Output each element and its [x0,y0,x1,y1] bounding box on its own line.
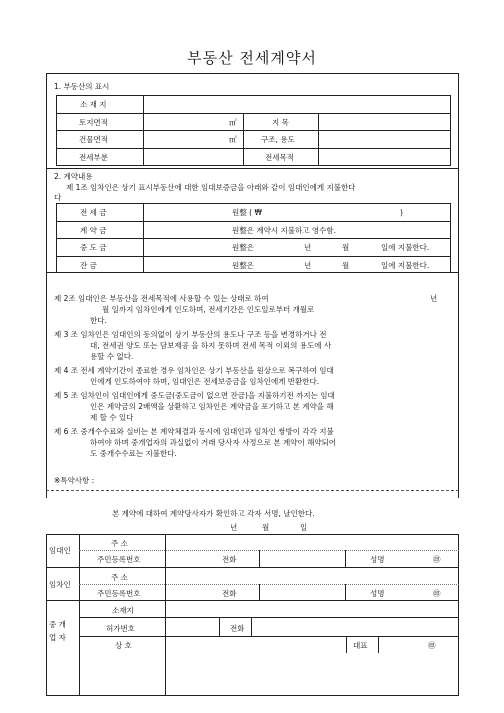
lessor-id-label: 주민등록번호 [97,555,141,564]
article-2-line2: 한다. [90,316,107,325]
interim-year: 년 [304,243,312,252]
building-area-label: 건물면적 [79,135,108,144]
building-area-unit: ㎡ [229,135,237,144]
sec1-right [458,73,459,169]
party-col [79,534,80,696]
article-5-line2: 제 할 수 있다 [90,413,134,422]
col-sep [345,550,346,567]
lessor-address-label: 주 소 [111,539,128,548]
row-sep [46,600,459,601]
col-sep [259,584,260,600]
article-1: 제 1조 임차인은 상기 표시부동산에 대한 임대보증금을 아래와 같이 임대인에게 지불한다 [66,183,356,192]
agent-rep-label: 대표 [353,641,368,650]
date-day: 일 [300,523,308,532]
grid-h [56,165,451,166]
down-payment-value: 원整은 계약시 지불하고 영수함. [232,226,336,235]
lessee-seal: ㊞ [433,589,441,598]
lessee-name-label: 성명 [370,589,385,598]
grid-v [450,203,451,273]
grid-h [56,203,451,204]
party-top [46,534,459,535]
article-2-mid: 년 [430,294,438,303]
special-terms-separator [46,490,459,491]
document-title: 부동산 전세계약서 [187,49,317,67]
grid-v [143,95,144,166]
agent-seal: ㊞ [428,641,436,650]
row-sep [79,550,459,551]
grid-v [143,203,144,273]
lessee-phone-label: 전화 [222,589,237,598]
deposit-label: 전 세 금 [80,208,107,217]
sec2-left [46,168,47,272]
grid-h [56,148,451,149]
article-5-line1: 인은 계약금의 2배액을 상환하고 임차인은 계약금을 포기하고 본 계약을 해 [90,402,334,411]
agent-label-1: 중 개 [49,620,66,629]
grid-h [56,95,451,96]
col-sep [346,636,347,653]
lessee-id-label: 주민등록번호 [97,589,141,598]
row-sep [46,567,459,568]
grid-h [56,113,451,114]
agent-location-label: 소재지 [112,606,134,615]
article-6-line1: 하여야 하며 중개업자의 과실없이 거래 당사자 사정으로 본 계약이 해약되어 [90,438,337,447]
special-terms-label: ※특약사항 : [54,476,95,485]
sec1-heading: 1. 부동산의 표시 [54,82,110,91]
article-6-line2: 도 중개수수료는 지불한다. [90,449,177,458]
grid-h [56,238,451,239]
party-col [165,534,166,696]
lease-purpose-label: 전세목적 [265,153,294,162]
article-4-head: 제 4 조 전세 계약기간이 종료한 경우 임차인은 상기 부동산을 원상으로 복구하여 임대 [54,366,334,375]
articles-right [458,272,459,498]
lessor-label: 임대인 [49,546,71,555]
agent-name-label: 상 호 [115,641,132,650]
party-right [458,534,459,696]
article-3-line1: 대, 전세권 양도 또는 담보제공 을 하지 못하며 전세 목적 이외의 용도에 사 [90,341,332,350]
confirmation-text: 본 계약에 대하여 계약당사자가 확인하고 각자 서명, 날인한다. [112,509,315,518]
structure-label: 구조, 용도 [261,135,295,144]
sec1-top [46,73,459,74]
col-sep [219,617,220,636]
sec2-right [458,168,459,272]
articles-left [46,272,47,498]
grid-v [318,113,319,166]
land-area-unit: ㎡ [229,118,237,127]
col-sep [259,550,260,567]
col-sep [378,636,379,653]
grid-h [56,221,451,222]
col-sep [345,584,346,600]
balance-month: 월 [342,261,350,270]
sec1-left [46,73,47,169]
lease-part-label: 전세부분 [79,153,108,162]
grid-h [56,272,451,273]
deposit-value: 원整 ( ₩ [232,208,262,217]
interim-month: 월 [342,243,350,252]
lessee-address-label: 주 소 [111,573,128,582]
grid-v [243,113,244,166]
article-6-head: 제 6 조 중개수수료와 실비는 본 계약체결과 동시에 임대인과 임차인 쌍방이 각각 지불 [54,427,334,436]
balance-year: 년 [304,261,312,270]
interim-label: 중 도 금 [80,243,107,252]
agent-license-label: 허가번호 [106,624,135,633]
grid-h [56,130,451,131]
grid-h [56,256,451,257]
balance-label: 잔 금 [80,261,97,270]
interim-tail: 일에 지불한다. [381,243,430,252]
article-2-head: 제 2조 임대인은 부동산을 전세목적에 사용할 수 있는 상태로 하여 [54,294,269,303]
article-4-line1: 인에게 인도하여야 하며, 임대인은 전세보증금을 임차인에게 반환한다. [90,377,320,386]
lessor-name-label: 성명 [370,555,385,564]
date-year: 년 [230,523,238,532]
grid-v [450,95,451,166]
row-sep [79,584,459,585]
party-bottom [46,695,459,696]
article-5-head: 제 5 조 임차인이 임대인에게 중도금(중도금이 없으면 잔금)을 지불하기전 까지는 임대 [54,391,335,400]
row-sep [79,617,459,618]
interim-value: 원整은 [232,243,254,252]
party-left [46,534,47,696]
date-month: 월 [262,523,270,532]
balance-tail: 일에 지불한다. [381,261,430,270]
grid-v [56,95,57,166]
sec1-bottom [46,168,459,169]
agent-label-2: 업 자 [49,633,66,642]
article-3-head: 제 3 조 임차인은 임대인의 동의없이 상기 부동산의 용도나 구조 등을 변경하거나 전 [54,330,327,339]
sec2-heading: 2. 계약내용 [54,172,93,181]
row-sep [79,636,459,637]
lessor-seal: ㊞ [433,555,441,564]
deposit-close: ) [400,208,403,217]
grid-v [56,203,57,273]
lessor-phone-label: 전화 [222,555,237,564]
article-3-line2: 용할 수 없다. [90,352,134,361]
land-area-label: 토지면적 [79,118,108,127]
col-sep [251,617,252,636]
agent-phone-label: 전화 [230,624,245,633]
article-2-line1: 월 일까지 임차인에게 인도하며, 전세기간은 인도일로부터 개월로 [102,305,315,314]
land-type-label: 지 목 [272,118,289,127]
location-label: 소 재 지 [80,100,107,109]
lessee-label: 임차인 [49,580,71,589]
down-payment-label: 계 약 금 [80,226,107,235]
article-1-tail: 다 [54,193,62,202]
balance-value: 원整은 [232,261,254,270]
